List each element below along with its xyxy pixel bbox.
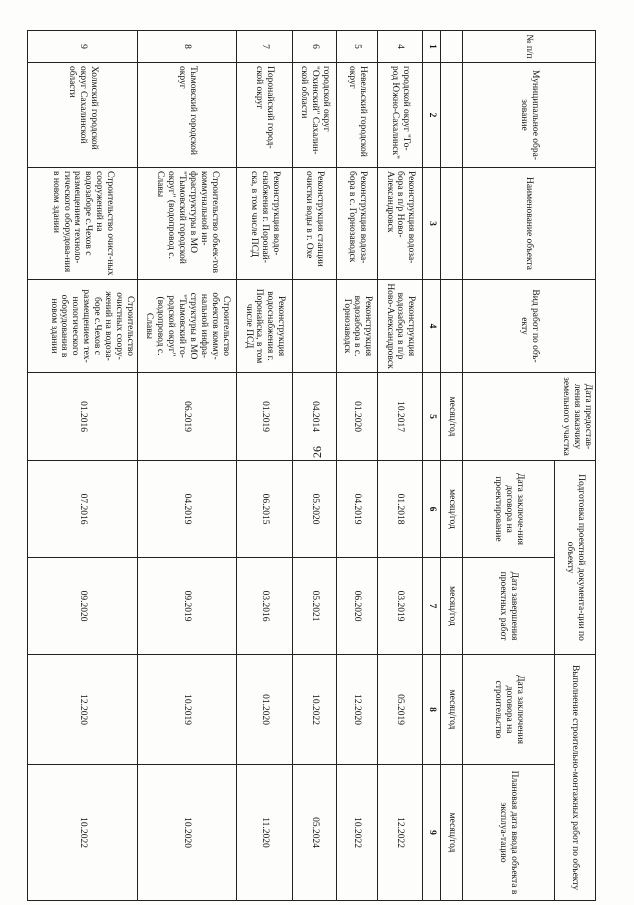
index-3: 3 [423, 168, 441, 280]
row-municipality: городской округ "Го-род Южно-Сахалинск" [378, 63, 423, 168]
row-land-date: 06.2019 [138, 373, 237, 461]
row-land-date: 01.2020 [337, 373, 378, 461]
page-number: 26 [309, 446, 324, 458]
row-object: Реконструкция водоза-бора в с. Горнозаводск [337, 168, 378, 280]
row-design-end: 03.2019 [378, 558, 423, 655]
header-work: Вид работ по объ-екту [463, 280, 596, 373]
row-municipality: Холмский городской округ Сахалинской области [28, 63, 138, 168]
unit-land: месяц/год [441, 373, 463, 461]
row-build-contract: 05.2019 [378, 655, 423, 765]
index-2: 2 [423, 63, 441, 168]
table-row [378, 31, 423, 901]
row-num: 8 [138, 31, 237, 63]
index-5: 5 [423, 373, 441, 461]
row-build-contract: 12.2020 [28, 655, 138, 765]
header-construction-group: Выполнение строительно-монтажных работ по объекту [555, 655, 596, 901]
row-object: Строительство очист-ных сооружений на водозаборе с.Чехов с размещением техноло-гического оборудова-ния в новом здании [28, 168, 138, 280]
index-6: 6 [423, 461, 441, 558]
row-design-end: 09.2020 [28, 558, 138, 655]
index-1: 1 [423, 31, 441, 63]
row-num: 5 [337, 31, 378, 63]
table-row [293, 31, 337, 901]
row-municipality: Тымовский городской округ [138, 63, 237, 168]
row-build-contract: 10.2019 [138, 655, 237, 765]
unit-cell-num [441, 31, 463, 63]
unit-cell-municipality [441, 63, 463, 168]
row-num: 7 [237, 31, 293, 63]
row-land-date: 01.2016 [28, 373, 138, 461]
unit-build-contract: месяц/год [441, 655, 463, 765]
row-work: Реконструкция водозабора в п/р Ново-Александровск [378, 280, 423, 373]
row-commission: 10.2022 [28, 765, 138, 901]
table-row [138, 31, 237, 901]
row-work [293, 280, 337, 373]
row-design-end: 03.2016 [237, 558, 293, 655]
row-land-date: 01.2019 [237, 373, 293, 461]
rotated-table-container [28, 30, 596, 900]
row-work: Строительство объектов комму-нальной инфра-структуры в МО "Тымовский го-родской округ" (водопровод с. Славы [138, 280, 237, 373]
index-7: 7 [423, 558, 441, 655]
unit-cell-work [441, 280, 463, 373]
row-num: 4 [378, 31, 423, 63]
row-land-date: 10.2017 [378, 373, 423, 461]
unit-commission: месяц/год [441, 765, 463, 901]
header-land-date: Дата предостав-ления заказчику земельного участка [463, 373, 596, 461]
row-object: Реконструкция станции очистки воды в г. Охе [293, 168, 337, 280]
unit-cell-object [441, 168, 463, 280]
row-commission: 05.2024 [293, 765, 337, 901]
header-design-contract: Дата заключе-ния договора на проектирование [463, 461, 555, 558]
header-municipality: Муниципальное обра-зование [463, 63, 596, 168]
row-commission: 10.2020 [138, 765, 237, 901]
row-object: Реконструкция водоза-бора в п/р Ново-Александровск [378, 168, 423, 280]
row-num: 9 [28, 31, 138, 63]
row-design-end: 06.2020 [337, 558, 378, 655]
header-design-end: Дата завершения проектных работ [463, 558, 555, 655]
row-object: Строительство объек-тов коммунальной ин-фраструктуры в МО "Тымовский городской округ" (водопровод с. Славы [138, 168, 237, 280]
row-commission: 12.2022 [378, 765, 423, 901]
row-commission: 11.2020 [237, 765, 293, 901]
row-municipality: городской округ "Охинский" Сахалин-ской области [293, 63, 337, 168]
header-build-contract: Дата заключения договора на строительство [463, 655, 555, 765]
row-design-contract: 04.2019 [337, 461, 378, 558]
schedule-table [27, 30, 596, 901]
table-row [337, 31, 378, 901]
row-land-date: 04.2014 [293, 373, 337, 461]
row-build-contract: 01.2020 [237, 655, 293, 765]
row-municipality: Поронайский город-ской округ [237, 63, 293, 168]
row-commission: 10.2022 [337, 765, 378, 901]
row-design-contract: 07.2016 [28, 461, 138, 558]
row-design-contract: 04.2019 [138, 461, 237, 558]
row-design-contract: 05.2020 [293, 461, 337, 558]
row-num: 6 [293, 31, 337, 63]
index-9: 9 [423, 765, 441, 901]
index-8: 8 [423, 655, 441, 765]
header-object: Наименование объекта [463, 168, 596, 280]
row-build-contract: 10.2022 [293, 655, 337, 765]
table-row [28, 31, 138, 901]
unit-design-end: месяц/год [441, 558, 463, 655]
header-num: № п/п [463, 31, 596, 63]
row-design-contract: 01.2018 [378, 461, 423, 558]
row-design-contract: 06.2015 [237, 461, 293, 558]
row-design-end: 05.2021 [293, 558, 337, 655]
row-build-contract: 12.2020 [337, 655, 378, 765]
table-row [237, 31, 293, 901]
index-4: 4 [423, 280, 441, 373]
row-object: Реконструкция водо-снабжения г. Поронай-ска, в том числе ПСД [237, 168, 293, 280]
unit-design-contract: месяц/год [441, 461, 463, 558]
row-work: Реконструкция водозабора в с. Горнозаводск [337, 280, 378, 373]
row-work: Строительство очистных соору-жений на водоза-боре с.Чехов с размещением тех-нологического оборудования в новом здании [28, 280, 138, 373]
row-work: Реконструкция водоснабжения г. Поронайска, в том числе ПСД [237, 280, 293, 373]
header-design-group: Подготовка проектной документа-ции по объекту [555, 461, 596, 655]
row-municipality: Невельский городской округ [337, 63, 378, 168]
row-design-end: 09.2019 [138, 558, 237, 655]
header-commission-date: Плановая дата ввода объекта в эксплуа-тацию [463, 765, 555, 901]
